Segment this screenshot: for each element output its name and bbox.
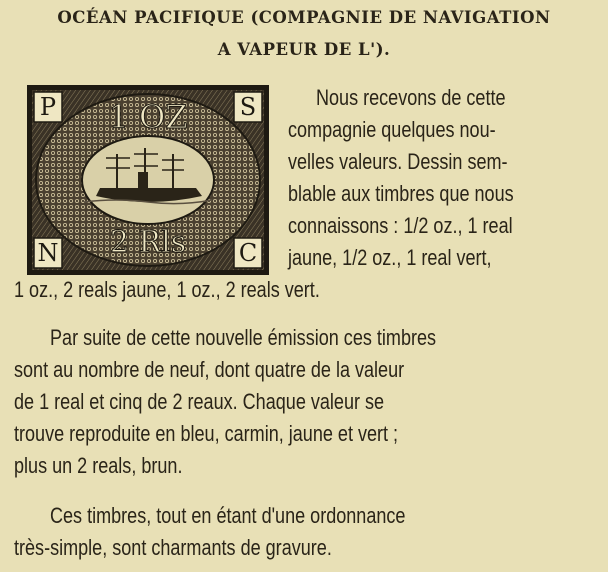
text-line: trouve reproduite en bleu, carmin, jaune et vert ; <box>14 421 399 446</box>
text-line: velles valeurs. Dessin sem- <box>288 149 508 174</box>
text-line: jaune, 1/2 oz., 1 real vert, <box>288 245 492 270</box>
text-line: Ces timbres, tout en étant d'une ordonnance <box>50 503 406 528</box>
stamp-corner-tr: S <box>239 93 257 121</box>
heading-line-1: OCÉAN PACIFIQUE (COMPAGNIE DE NAVIGATION <box>57 8 551 27</box>
text-line: Par suite de cette nouvelle émission ces timbres <box>50 325 437 350</box>
heading-line-2: A VAPEUR DE L'). <box>217 40 391 59</box>
stamp-bottom-value: 2 Rls <box>109 225 187 260</box>
text-line: 1 oz., 2 reals jaune, 1 oz., 2 reals vert. <box>14 277 320 302</box>
stamp-illustration <box>26 84 270 276</box>
text-line: très-simple, sont charmants de gravure. <box>14 535 332 560</box>
stamp-corner-tl: P <box>39 93 57 121</box>
text-line: compagnie quelques nou- <box>288 117 496 142</box>
stamp-corner-br: C <box>238 239 258 267</box>
text-line: sont au nombre de neuf, dont quatre de la valeur <box>14 357 405 382</box>
stamp-top-value: 1 OZ <box>108 98 188 136</box>
text-line: connaissons : 1/2 oz., 1 real <box>288 213 513 238</box>
stamp-corner-bl: N <box>37 239 59 267</box>
text-line: Nous recevons de cette <box>316 85 506 110</box>
text-line: blable aux timbres que nous <box>288 181 514 206</box>
text-line: plus un 2 reals, brun. <box>14 453 183 478</box>
text-line: de 1 real et cinq de 2 reaux. Chaque valeur se <box>14 389 385 414</box>
